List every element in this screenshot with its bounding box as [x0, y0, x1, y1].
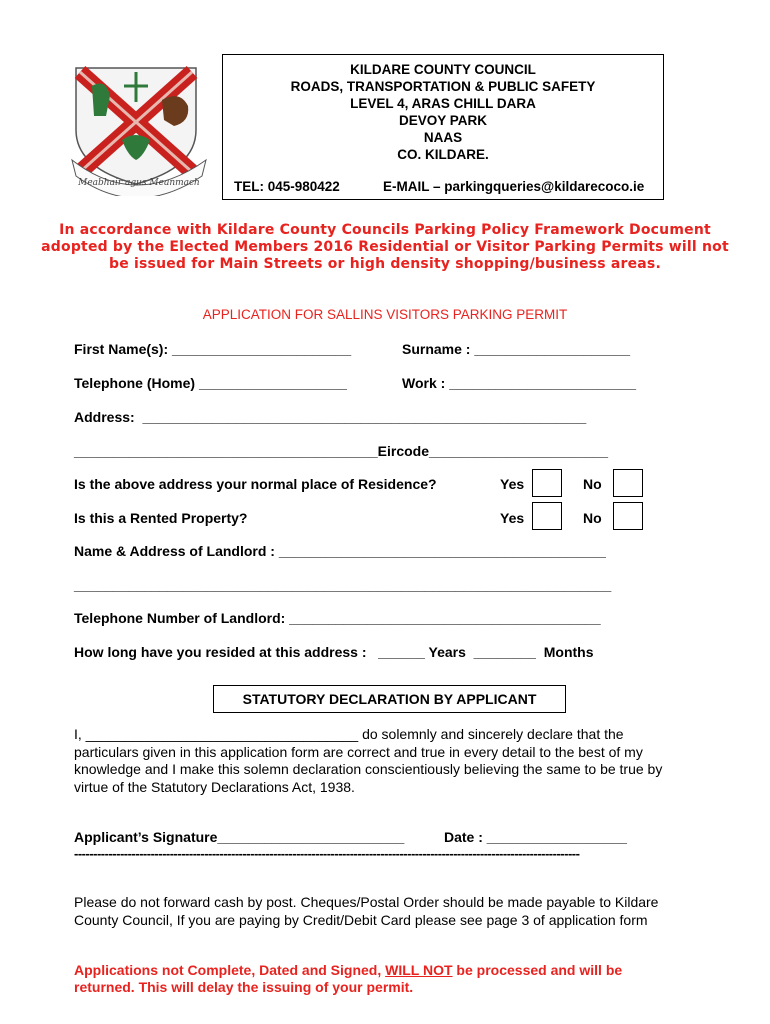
rented-yes-label: Yes: [500, 510, 525, 526]
separator-line: ------------------------------------------------------------------------------------------------------------------------------------: [74, 846, 580, 861]
warning-part2: be processed and will be returned. This will delay the issuing of your permit.: [74, 962, 623, 995]
surname-field[interactable]: Surname : ____________________: [402, 341, 631, 357]
address-line: NAAS: [423, 130, 463, 145]
policy-notice: In accordance with Kildare County Councils Parking Policy Framework Document adopted by the Elected Members 2016 Residential or Visitor Parking Permits will not be issued for Main Streets or high density shopping/business areas.: [41, 222, 729, 272]
residence-no-label: No: [583, 476, 602, 492]
rented-question: Is this a Rented Property?: [74, 510, 248, 526]
work-phone-field[interactable]: Work : ________________________: [402, 375, 637, 391]
first-name-field[interactable]: First Name(s): _______________________: [74, 341, 352, 357]
incomplete-warning: [74, 962, 674, 996]
landlord-address-line[interactable]: _____________________________________________________________________: [74, 577, 612, 593]
email: E-MAIL – parkingqueries@kildarecoco.ie: [383, 179, 645, 194]
county-crest-logo: [66, 60, 212, 196]
declaration-text: I, ___________________________________ do solemnly and sincerely declare that the particulars given in this application form are correct and true in every detail to the best of my knowledge and I make this solemn declaration conscientiously believing the same to be true by virtue of the Statutory Declarations Act, 1938.: [74, 726, 663, 795]
warning-emphasis: WILL NOT: [385, 962, 453, 978]
address-line: DEVOY PARK: [398, 113, 488, 128]
residence-yes-checkbox[interactable]: [532, 469, 562, 497]
date-field[interactable]: Date : __________________: [444, 829, 627, 845]
rented-no-label: No: [583, 510, 602, 526]
form-title: APPLICATION FOR SALLINS VISITORS PARKING PERMIT: [202, 307, 568, 322]
landlord-name-address-field[interactable]: Name & Address of Landlord : __________________________________________: [74, 543, 606, 559]
address-line: KILDARE COUNTY COUNCIL: [350, 62, 536, 77]
crest-motto: Meabhair agus Meanmach: [78, 178, 200, 188]
telephone-home-field[interactable]: Telephone (Home) ___________________: [74, 375, 347, 391]
telephone: TEL: 045-980422: [234, 179, 340, 194]
payment-note: Please do not forward cash by post. Cheques/Postal Order should be made payable to Kildare County Council, If you are paying by Credit/Debit Card please see page 3 of application form: [74, 894, 659, 928]
declaration-heading: STATUTORY DECLARATION BY APPLICANT: [213, 685, 566, 713]
residence-question: Is the above address your normal place of Residence?: [74, 476, 437, 492]
address-line: ROADS, TRANSPORTATION & PUBLIC SAFETY: [290, 79, 596, 94]
rented-yes-checkbox[interactable]: [532, 502, 562, 530]
residence-no-checkbox[interactable]: [613, 469, 643, 497]
landlord-telephone-field[interactable]: Telephone Number of Landlord: ________________________________________: [74, 610, 601, 626]
rented-no-checkbox[interactable]: [613, 502, 643, 530]
address-field[interactable]: Address: _________________________________________________________: [74, 409, 587, 425]
council-address-box: [222, 54, 664, 200]
address-line: LEVEL 4, ARAS CHILL DARA: [350, 96, 536, 111]
residence-yes-label: Yes: [500, 476, 525, 492]
residence-duration-field[interactable]: How long have you resided at this address : ______ Years ________ Months: [74, 644, 594, 660]
warning-part1: Applications not Complete, Dated and Signed,: [74, 962, 386, 978]
applicant-signature-field[interactable]: Applicant’s Signature________________________: [74, 829, 405, 845]
address-line: CO. KILDARE.: [397, 147, 489, 162]
address-eircode-field[interactable]: _______________________________________Eircode_______________________: [74, 443, 609, 459]
